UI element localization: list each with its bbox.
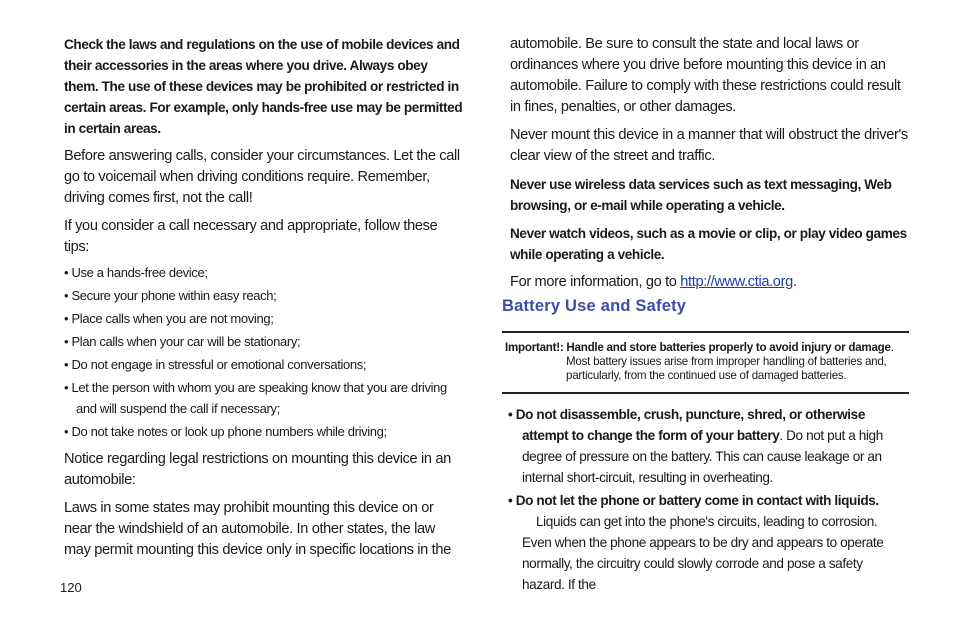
driving-warning: Check the laws and regulations on the use of mobile devices and their accessories in the areas where you drive. Always obey them. The use of these devices may be prohibited or restricted in certain areas. For example, only hands-free use may be permitted in certain areas. [64, 37, 463, 136]
list-item: • Place calls when you are not moving; [64, 311, 274, 326]
left-column [64, 34, 464, 561]
list-item [508, 404, 908, 488]
more-info-suffix: . [792, 274, 797, 290]
page-number: 120 [60, 580, 82, 595]
paragraph-mounting-laws: Laws in some states may prohibit mounting this device on or near the windshield of an automobile. In other states, the law may permit mounting this device only in specific locations in the [64, 500, 451, 558]
list-item [508, 490, 908, 595]
more-info-prefix: For more information, go to [510, 274, 681, 290]
divider [502, 392, 909, 394]
paragraph-never-mount: Never mount this device in a manner that will obstruct the driver's clear view of the street and traffic. [510, 127, 908, 164]
list-item: • Do not take notes or look up phone numbers while driving; [64, 424, 387, 439]
tips-list [64, 262, 464, 442]
bullet-bold: • Do not let the phone or battery come in contact with liquids. [508, 493, 879, 508]
paragraph-mounting-notice: Notice regarding legal restrictions on mounting this device in an automobile: [64, 451, 451, 488]
divider [502, 331, 909, 333]
warning-wireless-data: Never use wireless data services such as text messaging, Web browsing, or e-mail while operating a vehicle. [510, 177, 892, 213]
more-info-line [510, 272, 910, 293]
list-item: • Let the person with whom you are speaking know that you are driving and will suspend the call if necessary; [64, 380, 447, 416]
battery-bullets [508, 404, 908, 597]
bullet-rest: . Do not put a high degree of pressure on the battery. This can cause leakage or an internal short-circuit, resulting in overheating. [522, 428, 883, 485]
right-column [510, 34, 910, 293]
important-rest: Most battery issues arise from improper handling of batteries and, particularly, from the continued use of damaged batteries. [566, 355, 887, 382]
section-title: Battery Use and Safety [502, 297, 687, 315]
important-bold: Handle and store batteries properly to avoid injury or damage [566, 341, 891, 354]
bullet-bold: • Do not disassemble, crush, puncture, shred, or otherwise attempt to change the form of your battery [508, 407, 865, 443]
important-label: Important!: [505, 341, 564, 354]
list-item: • Secure your phone within easy reach; [64, 288, 277, 303]
paragraph-consult-laws: automobile. Be sure to consult the state and local laws or ordinances where you drive before mounting this device in an automobile. Failure to comply with these restrictions could result in fines, penalties, or other damages. [510, 36, 901, 115]
ctia-link[interactable]: http://www.ctia.org [680, 274, 793, 290]
paragraph-tips-intro: If you consider a call necessary and appropriate, follow these tips: [64, 218, 438, 255]
bullet-rest: Liquids can get into the phone's circuits, leading to corrosion. Even when the phone appears to be dry and appears to operate normally, the circuitry could slowly corrode and pose a safety hazard. If the [522, 514, 884, 592]
paragraph-answering-calls: Before answering calls, consider your circumstances. Let the call go to voicemail when driving conditions require. Remember, driving comes first, not the call! [64, 148, 460, 206]
list-item: • Use a hands-free device; [64, 265, 208, 280]
important-note: Important!: Handle and store batteries properly to avoid injury or damage. Most battery issues arise from improper handling of batteries and, particularly, from the continued use of damaged batteries. [505, 341, 905, 383]
list-item: • Do not engage in stressful or emotional conversations; [64, 357, 367, 372]
list-item: • Plan calls when your car will be stationary; [64, 334, 301, 349]
warning-videos: Never watch videos, such as a movie or clip, or play video games while operating a vehicle. [510, 226, 907, 262]
